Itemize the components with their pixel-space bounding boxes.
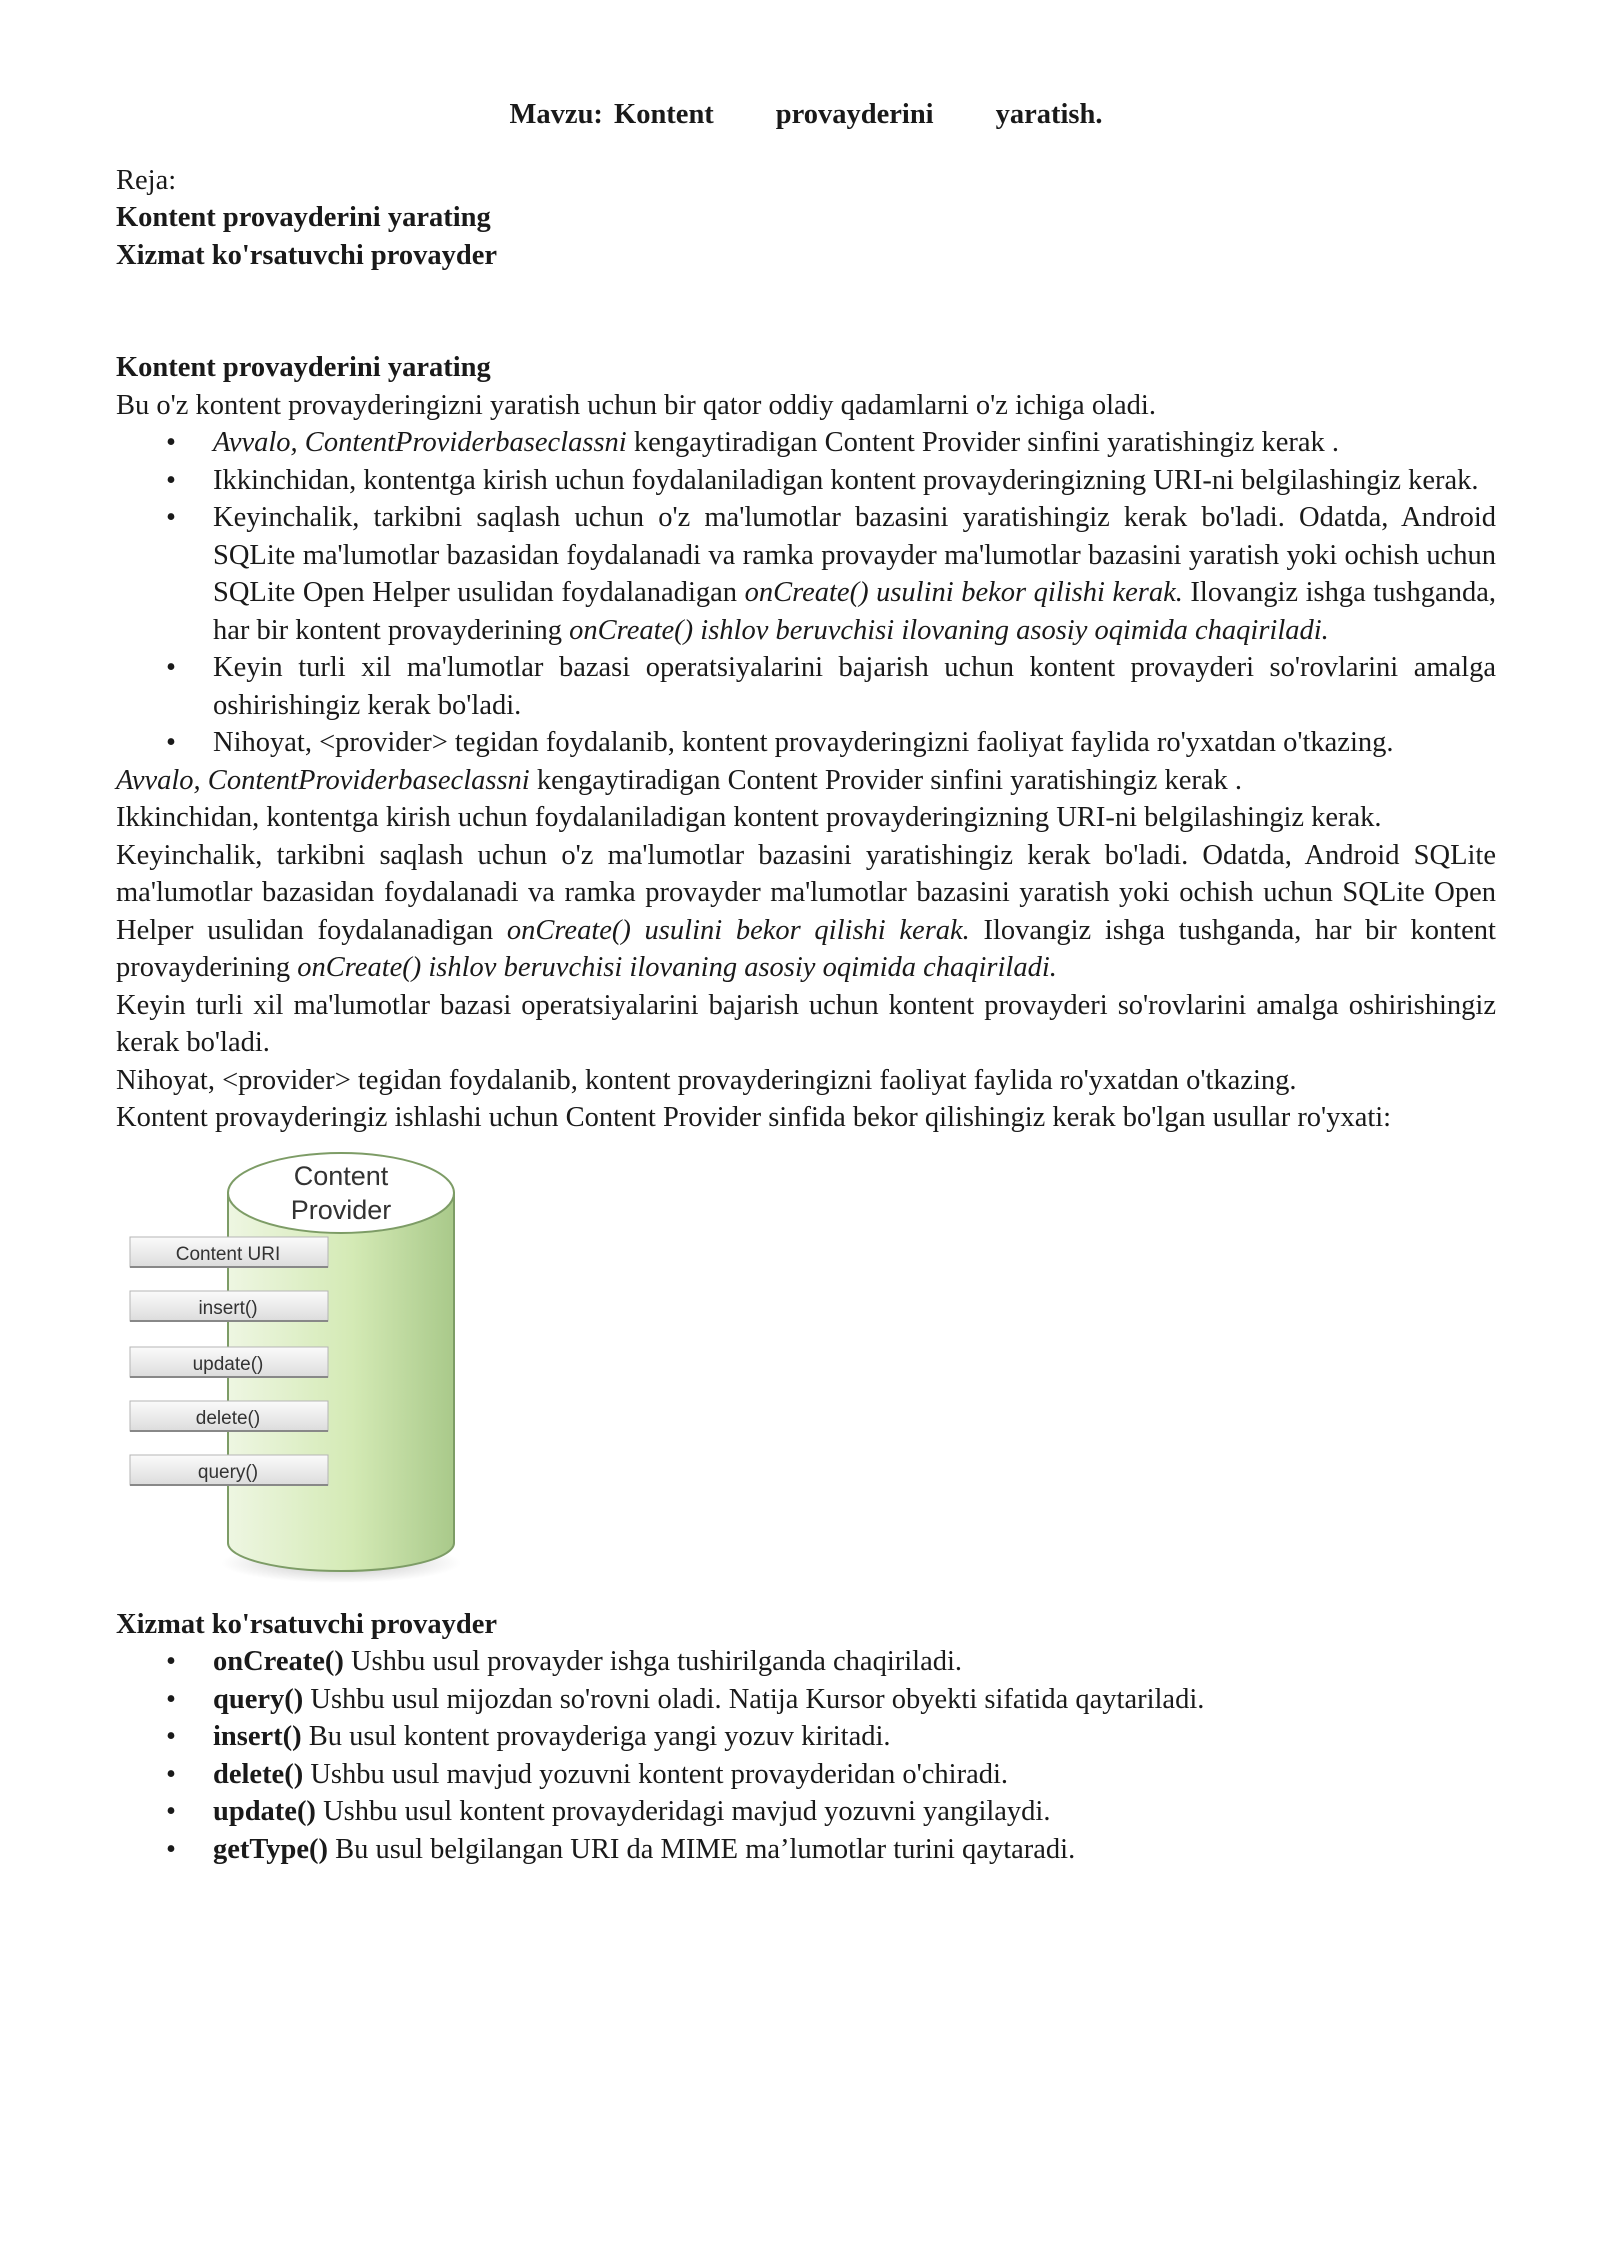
bullet-icon: •: [166, 652, 176, 683]
plan-item-1: Kontent provayderini yarating: [116, 202, 491, 233]
paragraph: Ikkinchidan, kontentga kirish uchun foydalaniladigan kontent provayderingizning URI-ni belgilashingiz kerak.: [116, 802, 1382, 833]
section2-heading: Xizmat ko'rsatuvchi provayder: [116, 1608, 498, 1640]
paragraph: Nihoyat, <provider> tegidan foydalanib, kontent provayderingizni faoliyat faylida ro'yxatdan o'tkazing.: [116, 1064, 1297, 1096]
list-item: • getType() Bu usul belgilangan URI da MIME ma’lumotlar turini qaytaradi.: [116, 1831, 1496, 1869]
section1-intro: Bu o'z kontent provayderingizni yaratish uchun bir qator oddiy qadamlarni o'z ichiga oladi.: [116, 389, 1156, 421]
svg-text:delete(): delete(): [195, 1407, 261, 1429]
tab-update: [130, 1347, 328, 1377]
bullet-icon: •: [166, 1758, 176, 1790]
tab-content-uri: [130, 1237, 328, 1267]
bullet-icon: •: [166, 427, 176, 458]
bullet-icon: •: [166, 1833, 176, 1865]
list-intro: Kontent provayderingiz ishlashi uchun Content Provider sinfida bekor qilishingiz kerak bo'lgan usullar ro'yxati:: [116, 1102, 1392, 1133]
bullet-icon: •: [166, 1796, 176, 1827]
content-provider-diagram: [116, 1143, 476, 1588]
bullet-icon: •: [166, 1646, 176, 1677]
svg-text:update(): update(): [192, 1353, 264, 1375]
tab-insert: [130, 1291, 328, 1321]
list-item: • Nihoyat, <provider> tegidan foydalanib, kontent provayderingizni faoliyat faylida ro'yxatdan o'tkazing.: [116, 724, 1496, 762]
cylinder-label-1: Content: [293, 1160, 389, 1191]
page-title: Mavzu: Kontent provayderini yaratish.: [509, 99, 1103, 130]
section1-heading: Kontent provayderini yarating: [116, 352, 491, 383]
list-item: • Keyin turli xil ma'lumotlar bazasi operatsiyalarini bajarish uchun kontent provayderi so'rovlarini amalga oshirishingiz kerak bo'ladi.: [116, 649, 1496, 724]
bullet-icon: •: [166, 464, 176, 496]
plan-label: Reja:: [116, 164, 177, 196]
plan-item-2: Xizmat ko'rsatuvchi provayder: [116, 239, 498, 271]
list-item: • Ikkinchidan, kontentga kirish uchun foydalaniladigan kontent provayderingizning URI-ni belgilashingiz kerak.: [116, 462, 1496, 500]
bullet-icon: •: [166, 502, 176, 533]
methods-list: [116, 1643, 1496, 1868]
bullet-icon: •: [166, 1721, 176, 1752]
list-item: • Keyinchalik, tarkibni saqlash uchun o'z ma'lumotlar bazasini yaratishingiz kerak bo'ladi. Odatda, Android SQLite ma'lumotlar bazasidan foydalanadi va ramka provayder ma'lumotlar bazasini yaratish yoki ochish uchun SQLite Open Helper usulidan foydalanadigan onCreate() usulini bekor qilishi kerak. Ilovangiz ishga tushganda, har bir kontent provayderining onCreate() ishlov beruvchisi ilovaning asosiy oqimida chaqiriladi.: [116, 499, 1496, 649]
svg-text:query(): query(): [197, 1461, 259, 1483]
bullet-icon: •: [166, 1683, 176, 1715]
svg-text:insert(): insert(): [198, 1297, 258, 1319]
paragraph: Keyinchalik, tarkibni saqlash uchun o'z ma'lumotlar bazasini yaratishingiz kerak bo'ladi. Odatda, Android SQLite ma'lumotlar bazasidan foydalanadi va ramka provayder ma'lumotlar bazasini yaratish yoki ochish uchun SQLite Open Helper usulidan foydalanadigan onCreate() usulini bekor qilishi kerak. Ilovangiz ishga tushganda, har bir kontent provayderining onCreate() ishlov beruvchisi ilovaning asosiy oqimida chaqiriladi.: [116, 839, 1496, 983]
section2: [116, 1606, 1496, 1869]
tab-query: [130, 1455, 328, 1485]
bullet-icon: •: [166, 727, 176, 758]
list-item: • delete() Ushbu usul mavjud yozuvni kontent provayderidan o'chiradi.: [116, 1756, 1496, 1794]
steps-list: [116, 424, 1496, 762]
tab-delete: [130, 1401, 328, 1431]
content-provider-figure: [116, 1143, 476, 1588]
list-item: • onCreate() Ushbu usul provayder ishga tushirilganda chaqiriladi.: [116, 1643, 1496, 1681]
paragraph: Avvalo, ContentProviderbaseclassni kengaytiradigan Content Provider sinfini yaratishingiz kerak .: [116, 764, 1243, 796]
list-item: • update() Ushbu usul kontent provayderidagi mavjud yozuvni yangilaydi.: [116, 1793, 1496, 1831]
paragraph: Keyin turli xil ma'lumotlar bazasi operatsiyalarini bajarish uchun kontent provayderi so'rovlarini amalga oshirishingiz kerak bo'ladi.: [116, 989, 1496, 1058]
list-item: • query() Ushbu usul mijozdan so'rovni oladi. Natija Kursor obyekti sifatida qaytariladi.: [116, 1681, 1496, 1719]
document-content: [116, 96, 1496, 1868]
list-item: • insert() Bu usul kontent provayderiga yangi yozuv kiritadi.: [116, 1718, 1496, 1756]
cylinder-label-2: Provider: [290, 1194, 392, 1225]
svg-text:Content URI: Content URI: [175, 1243, 281, 1265]
list-item: • Avvalo, ContentProviderbaseclassni kengaytiradigan Content Provider sinfini yaratishingiz kerak .: [116, 424, 1496, 462]
